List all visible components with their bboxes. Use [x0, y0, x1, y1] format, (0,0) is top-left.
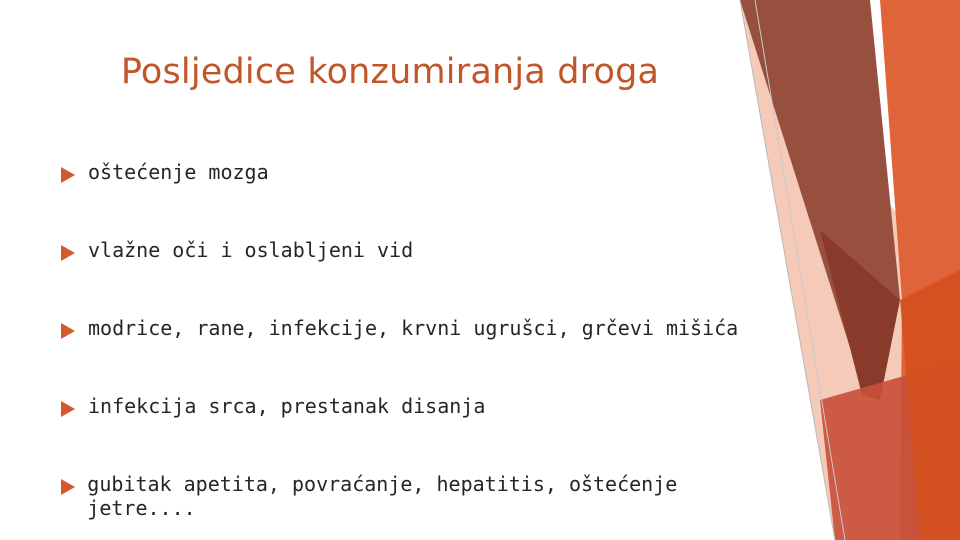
bullet-text: vlažne oči i oslabljeni vid	[88, 238, 414, 262]
triangle-right-icon	[60, 240, 88, 262]
triangle-right-icon	[60, 396, 88, 418]
slide-title: Posljedice konzumiranja droga	[120, 52, 660, 92]
bullet-item	[60, 316, 780, 394]
bullet-list	[60, 160, 780, 540]
bullet-item	[60, 160, 780, 238]
bullet-text: modrice, rane, infekcije, krvni ugrušci, grčevi mišića	[88, 316, 739, 340]
triangle-right-icon	[60, 318, 88, 340]
bullet-text: infekcija srca, prestanak disanja	[88, 394, 486, 418]
bullet-text: gubitak apetita, povraćanje, hepatitis, oštećenje jetre....	[87, 472, 678, 520]
triangle-right-icon	[60, 474, 87, 496]
bullet-item	[60, 238, 780, 316]
bullet-text: oštećenje mozga	[88, 160, 269, 184]
bullet-item	[60, 394, 780, 472]
triangle-right-icon	[60, 162, 88, 184]
bullet-item	[60, 472, 780, 540]
